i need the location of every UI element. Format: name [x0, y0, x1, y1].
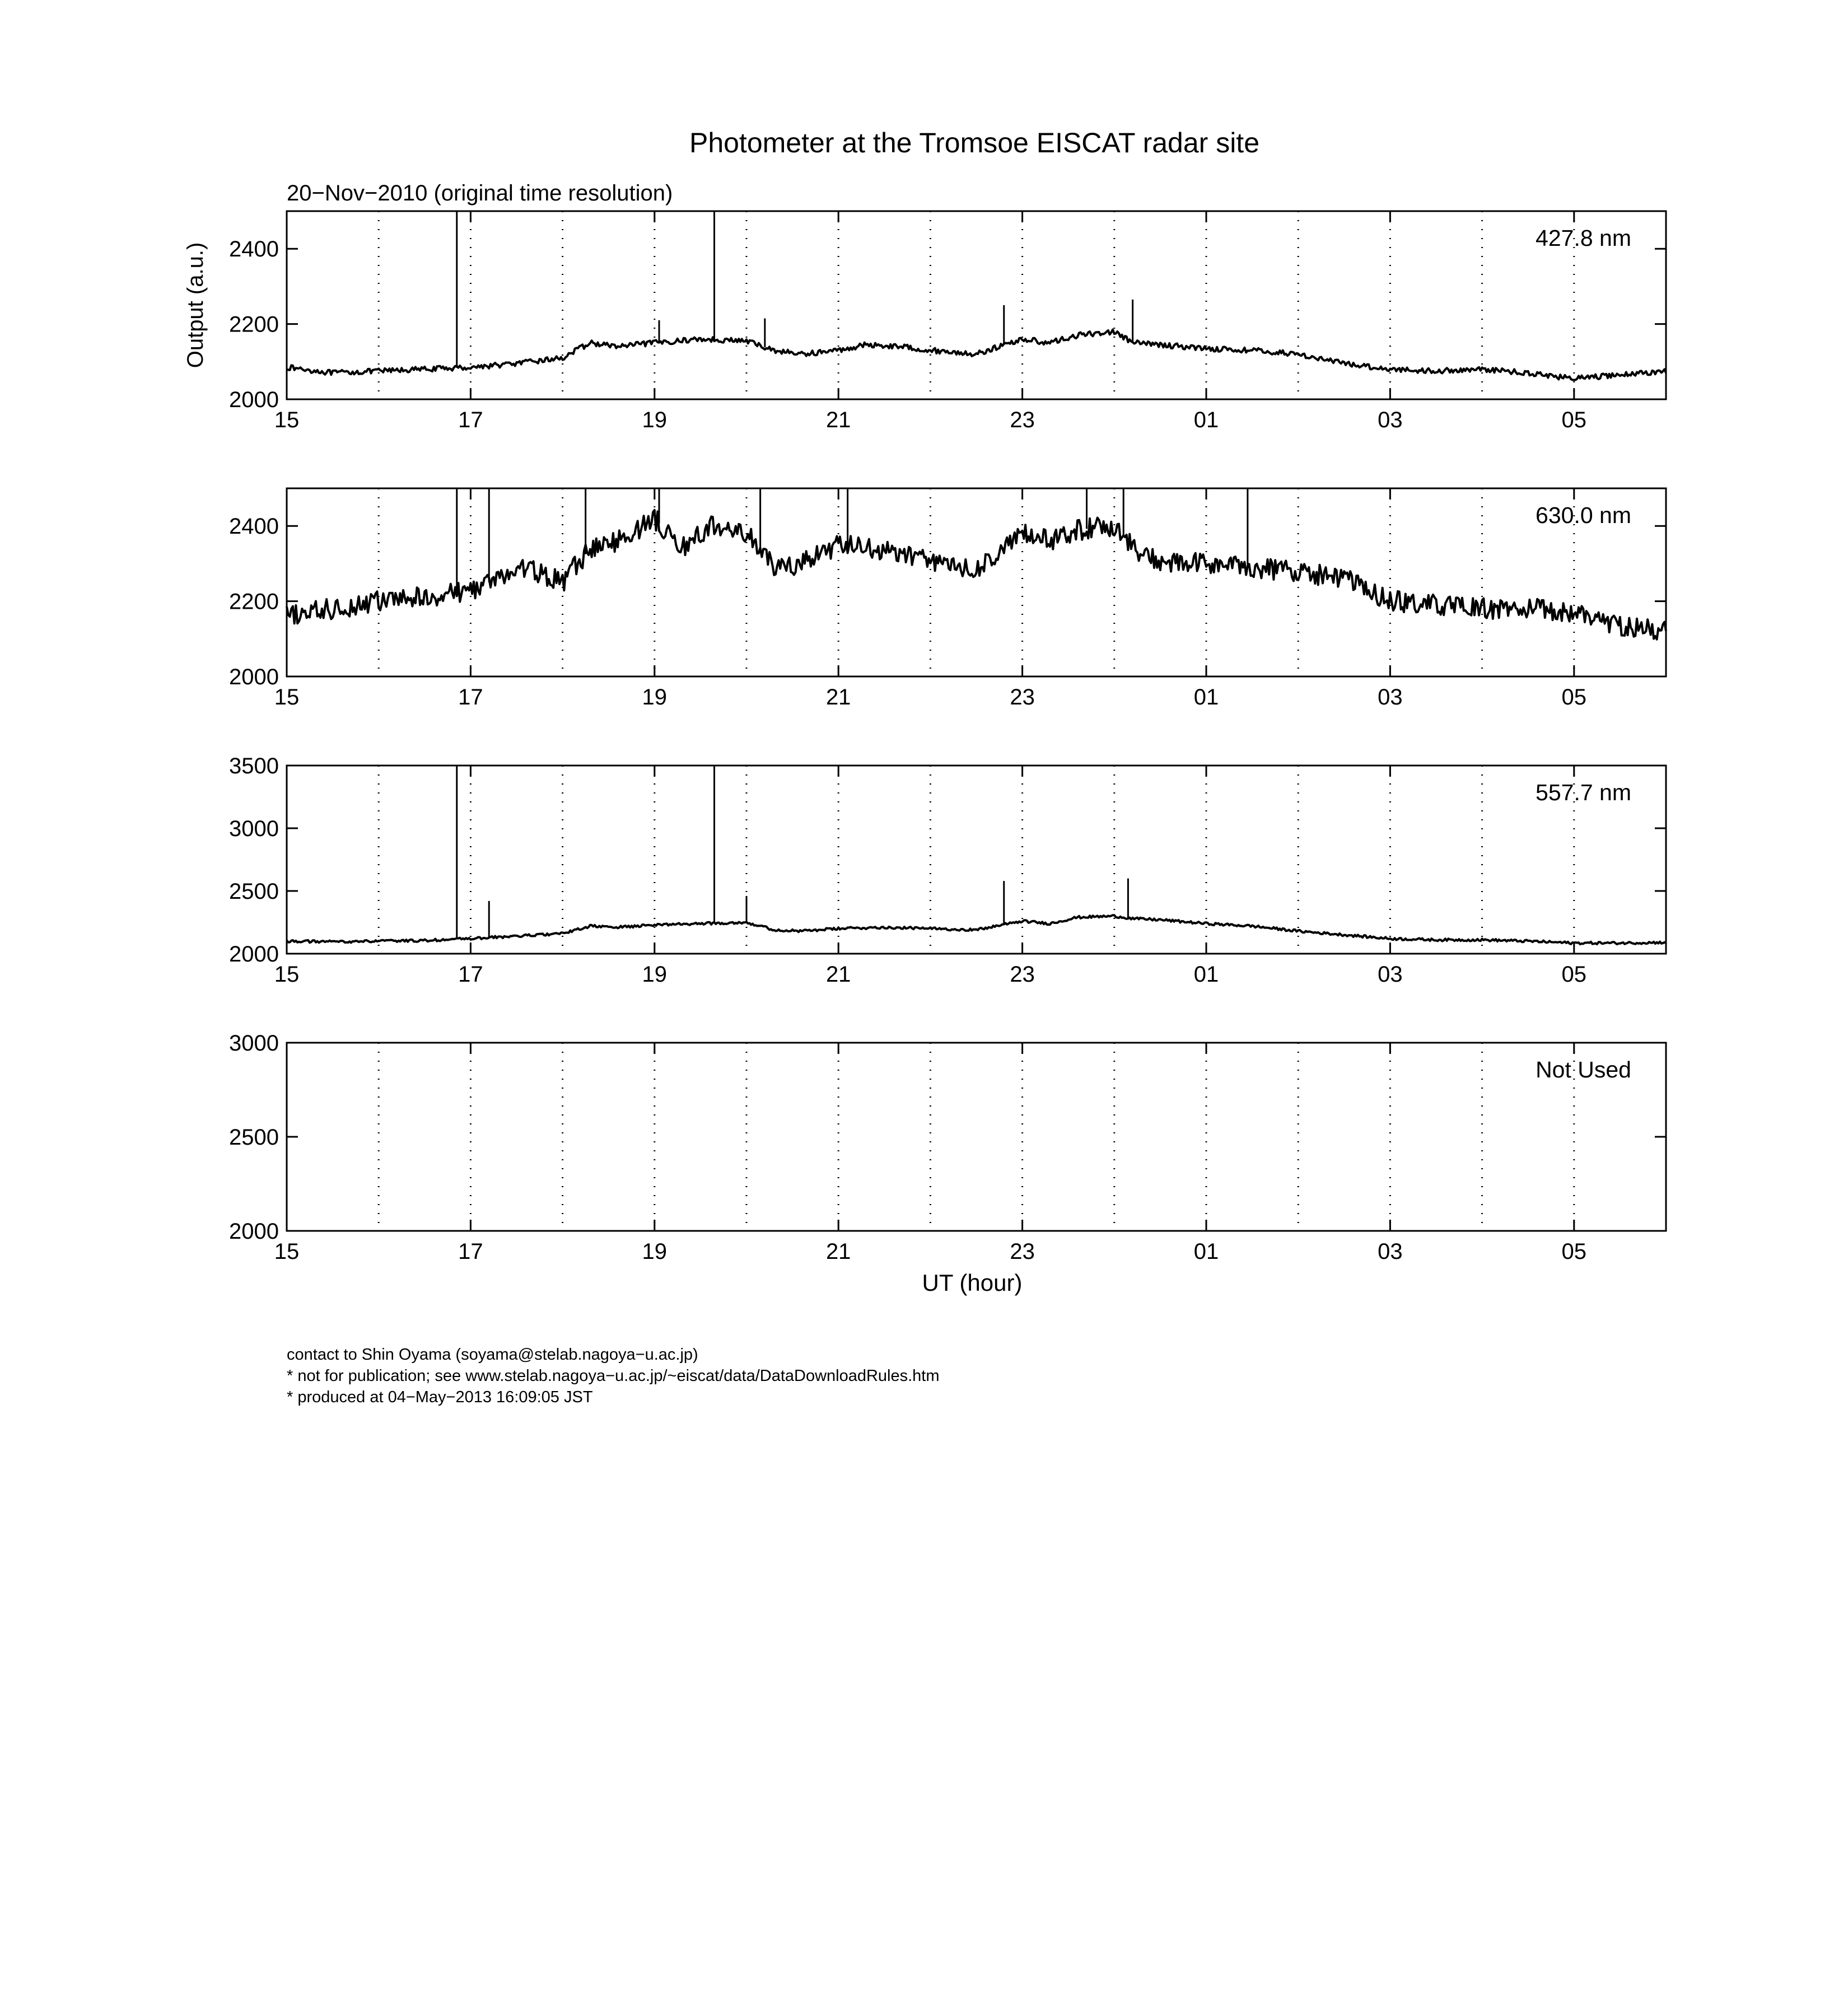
x-tick-label: 03: [1378, 962, 1403, 987]
x-tick-label: 15: [274, 962, 300, 987]
y-tick-label: 2500: [229, 1125, 279, 1150]
x-tick-label: 01: [1193, 408, 1219, 432]
panel-2: [229, 488, 1666, 710]
panel-label: 630.0 nm: [1536, 502, 1631, 528]
data-trace: [287, 915, 1666, 944]
y-tick-label: 2000: [229, 665, 279, 689]
y-tick-label: 2400: [229, 237, 279, 262]
y-tick-label: 3500: [229, 754, 279, 778]
x-tick-label: 17: [458, 1239, 483, 1264]
y-tick-label: 2200: [229, 312, 279, 337]
x-tick-label: 03: [1378, 1239, 1403, 1264]
axes-box: [287, 766, 1666, 954]
y-tick-label: 2000: [229, 942, 279, 967]
y-tick-label: 2200: [229, 589, 279, 614]
x-tick-label: 17: [458, 408, 483, 432]
x-tick-label: 23: [1010, 962, 1035, 987]
x-tick-label: 01: [1193, 962, 1219, 987]
x-tick-label: 19: [642, 962, 668, 987]
footer-publication-note: * not for publication; see www.stelab.nagoya−u.ac.jp/~eiscat/data/DataDownloadRules.htm: [287, 1367, 940, 1385]
x-tick-label: 17: [458, 685, 483, 710]
x-tick-label: 21: [825, 685, 851, 710]
x-tick-label: 15: [274, 1239, 300, 1264]
x-tick-label: 17: [458, 962, 483, 987]
y-tick-label: 3000: [229, 816, 279, 841]
x-tick-label: 21: [825, 1239, 851, 1264]
panel-label: Not Used: [1536, 1057, 1631, 1082]
y-tick-label: 2000: [229, 388, 279, 412]
panels: [229, 211, 1666, 1264]
y-tick-label: 3000: [229, 1031, 279, 1056]
data-trace: [287, 510, 1666, 640]
x-tick-label: 01: [1193, 1239, 1219, 1264]
x-tick-label: 03: [1378, 408, 1403, 432]
x-tick-label: 15: [274, 685, 300, 710]
x-tick-label: 19: [642, 685, 668, 710]
panel-1: [229, 211, 1666, 432]
x-tick-label: 05: [1561, 685, 1587, 710]
chart-subtitle: 20−Nov−2010 (original time resolution): [287, 181, 673, 206]
y-axis-label: Output (a.u.): [183, 242, 208, 368]
x-tick-label: 23: [1010, 1239, 1035, 1264]
axes-box: [287, 1043, 1666, 1231]
panel-label: 427.8 nm: [1536, 225, 1631, 251]
x-axis-label: UT (hour): [922, 1270, 1023, 1296]
panel-3: [229, 754, 1666, 987]
x-tick-label: 05: [1561, 408, 1587, 432]
x-tick-label: 05: [1561, 962, 1587, 987]
footer-produced-note: * produced at 04−May−2013 16:09:05 JST: [287, 1388, 593, 1406]
data-trace: [287, 330, 1666, 380]
x-tick-label: 23: [1010, 685, 1035, 710]
x-tick-label: 23: [1010, 408, 1035, 432]
chart-title: Photometer at the Tromsoe EISCAT radar site: [689, 127, 1260, 158]
panel-4: [229, 1031, 1666, 1264]
x-tick-label: 21: [825, 962, 851, 987]
x-tick-label: 19: [642, 1239, 668, 1264]
footer-contact: contact to Shin Oyama (soyama@stelab.nagoya−u.ac.jp): [287, 1346, 698, 1364]
x-tick-label: 15: [274, 408, 300, 432]
y-tick-label: 2400: [229, 514, 279, 539]
x-tick-label: 03: [1378, 685, 1403, 710]
x-tick-label: 19: [642, 408, 668, 432]
panel-label: 557.7 nm: [1536, 780, 1631, 805]
x-tick-label: 01: [1193, 685, 1219, 710]
y-tick-label: 2000: [229, 1219, 279, 1244]
x-tick-label: 05: [1561, 1239, 1587, 1264]
y-tick-label: 2500: [229, 879, 279, 904]
x-tick-label: 21: [825, 408, 851, 432]
